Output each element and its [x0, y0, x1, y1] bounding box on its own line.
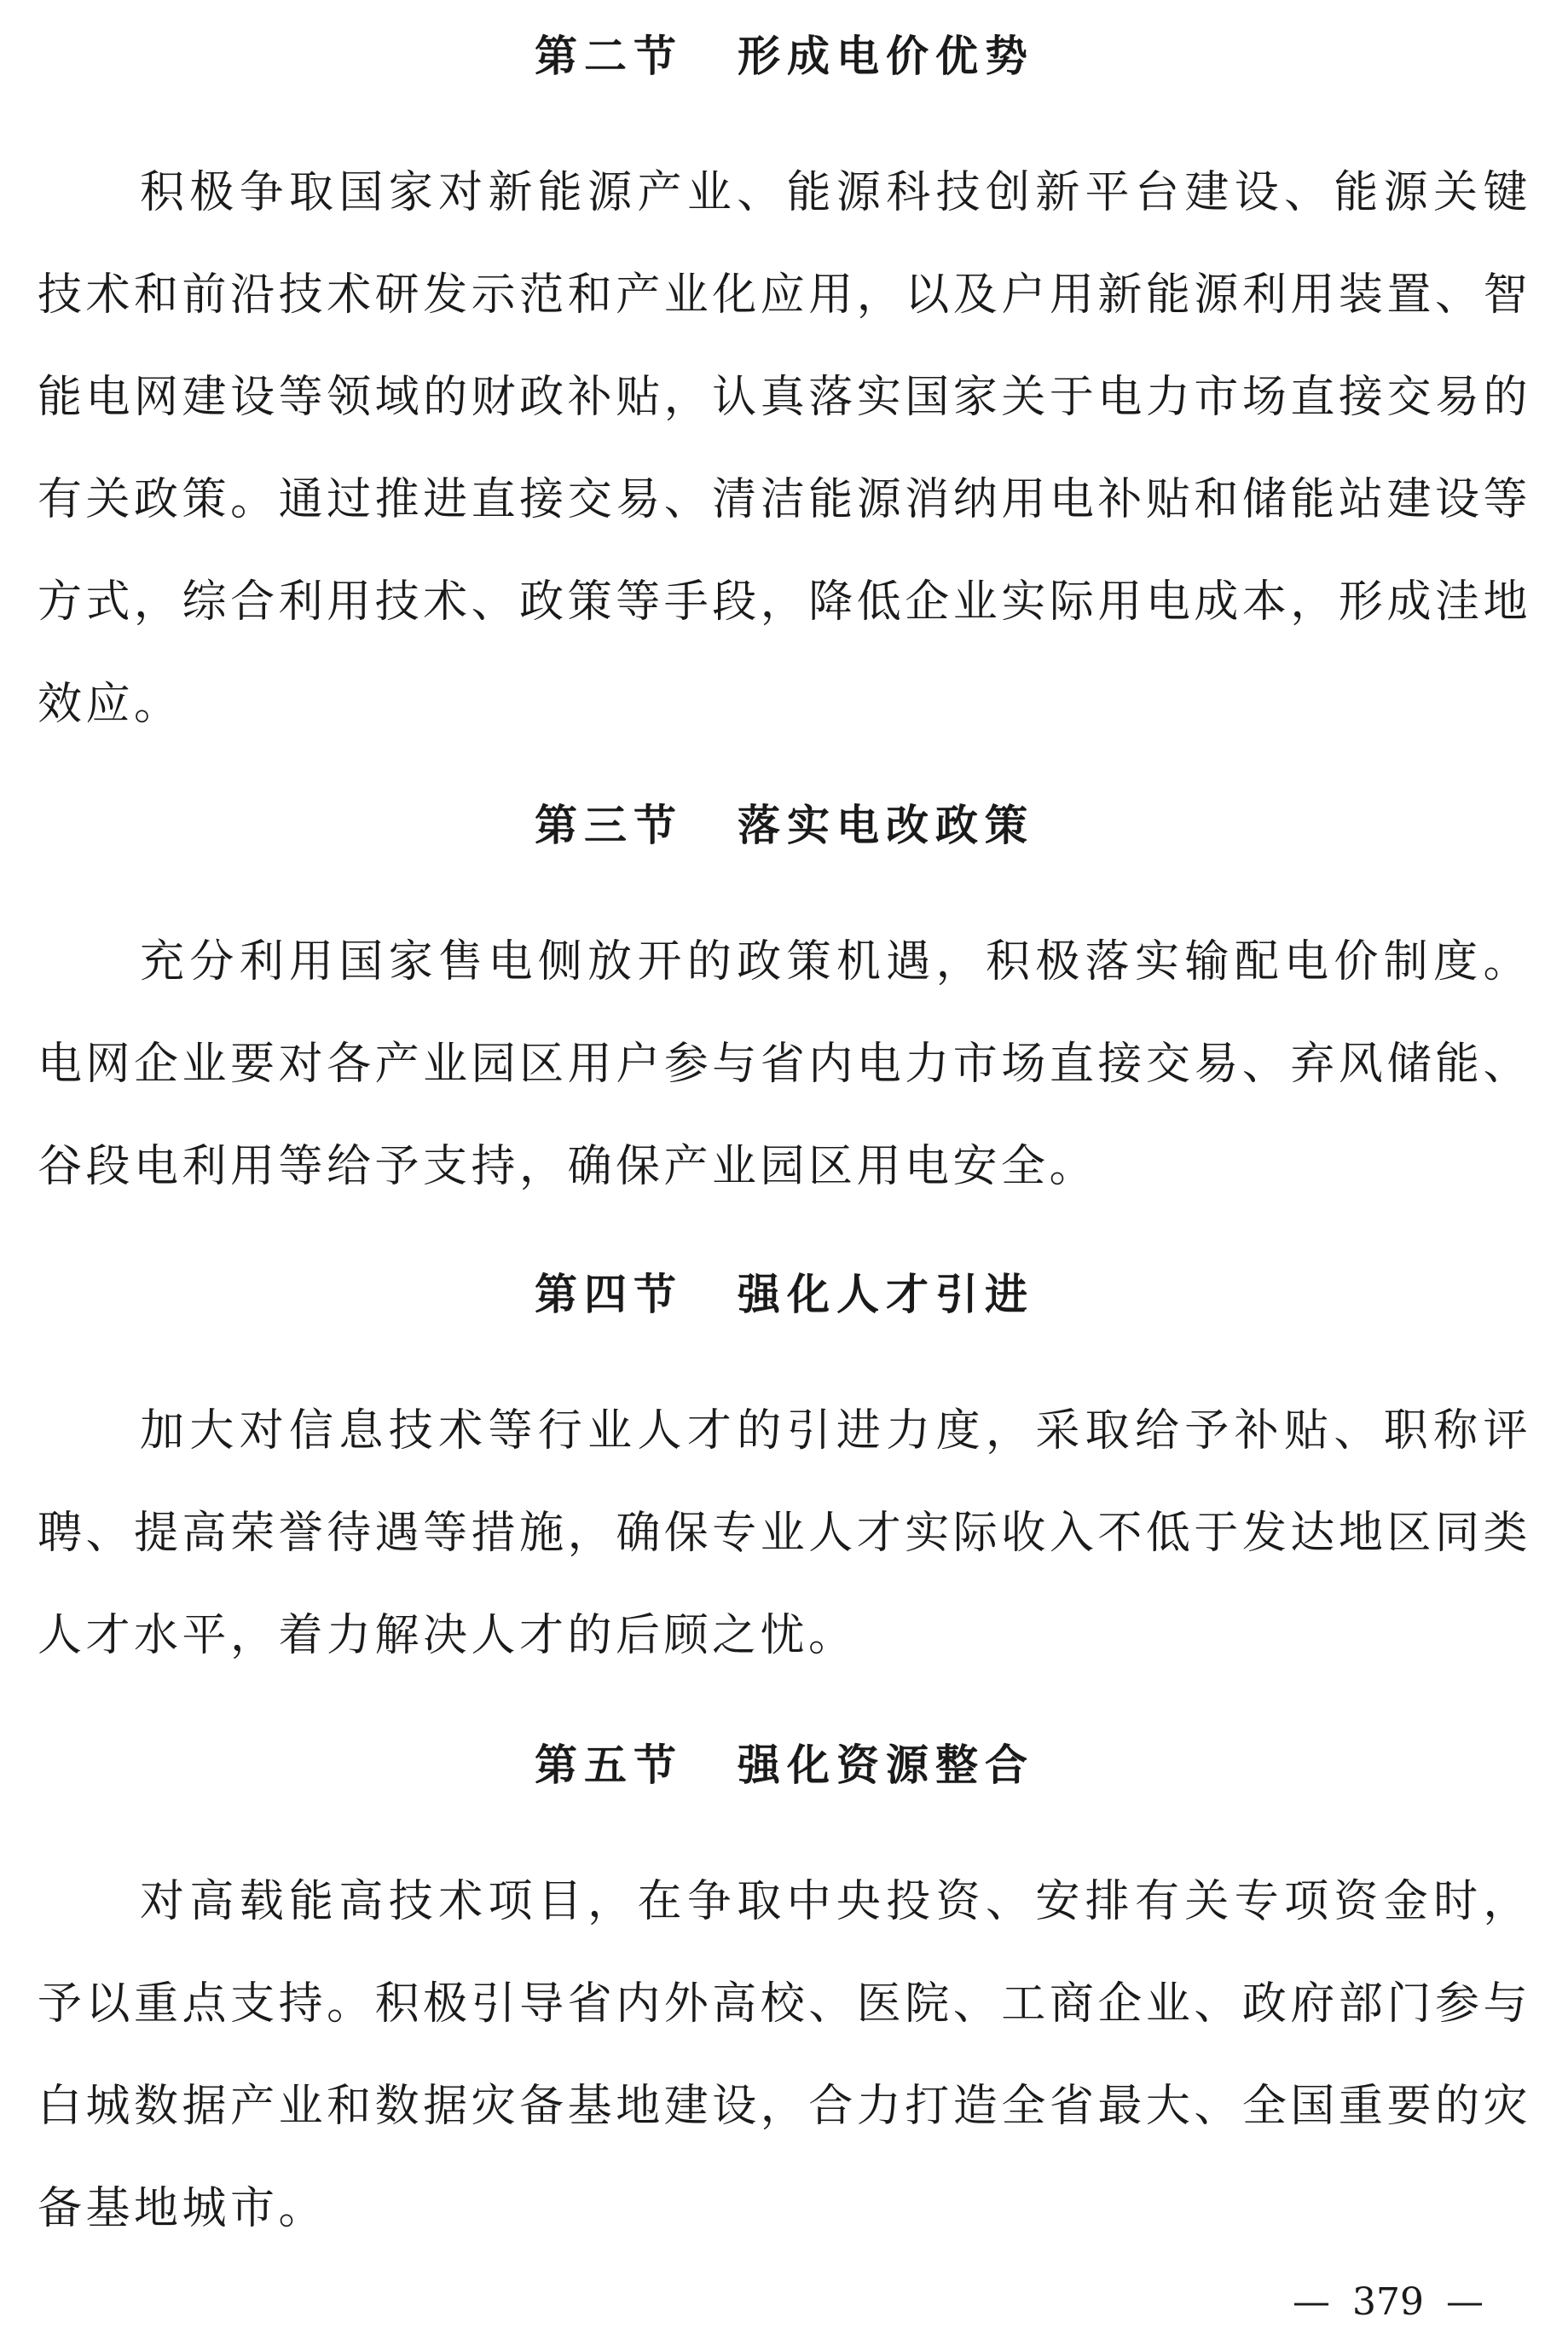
section-title: 强化人才引进 [738, 1270, 1034, 1319]
section-heading-2 [38, 22, 1531, 90]
section-body-2: 积极争取国家对新能源产业、能源科技创新平台建设、能源关键技术和前沿技术研发示范和产业化应用，以及户用新能源利用装置、智能电网建设等领域的财政补贴，认真落实国家关于电力市场直接交易的有关政策。通过推进直接交易、清洁能源消纳用电补贴和储能站建设等方式，综合利用技术、政策等手段，降低企业实际用电成本，形成洼地效应。 [38, 167, 1531, 730]
section-heading-5 [38, 1731, 1531, 1799]
document-page [38, 0, 1531, 2340]
section-heading-4 [38, 1260, 1531, 1329]
section-title: 落实电改政策 [738, 801, 1034, 850]
section-body-4: 加大对信息技术等行业人才的引进力度，采取给予补贴、职称评聘、提高荣誉待遇等措施，确保专业人才实际收入不低于发达地区同类人才水平，着力解决人才的后顾之忧。 [38, 1405, 1531, 1661]
section-body-5: 对高载能高技术项目，在争取中央投资、安排有关专项资金时，予以重点支持。积极引导省内外高校、医院、工商企业、政府部门参与白城数据产业和数据灾备基地建设，合力打造全省最大、全国重要的灾备基地城市。 [38, 1876, 1531, 2234]
section-number: 第二节 [535, 32, 683, 81]
page-footer [1270, 2280, 1506, 2324]
page-number: 379 [1352, 2280, 1424, 2324]
section-number: 第四节 [535, 1270, 683, 1319]
footer-dash-right: — [1445, 2280, 1484, 2324]
section-body-3: 充分利用国家售电侧放开的政策机遇，积极落实输配电价制度。电网企业要对各产业园区用户参与省内电力市场直接交易、弃风储能、谷段电利用等给予支持，确保产业园区用电安全。 [38, 936, 1531, 1192]
section-number: 第五节 [535, 1741, 683, 1790]
section-number: 第三节 [535, 801, 683, 850]
section-heading-3 [38, 791, 1531, 860]
footer-dash-left: — [1293, 2280, 1330, 2324]
section-title: 强化资源整合 [738, 1741, 1034, 1790]
section-title: 形成电价优势 [738, 32, 1034, 81]
